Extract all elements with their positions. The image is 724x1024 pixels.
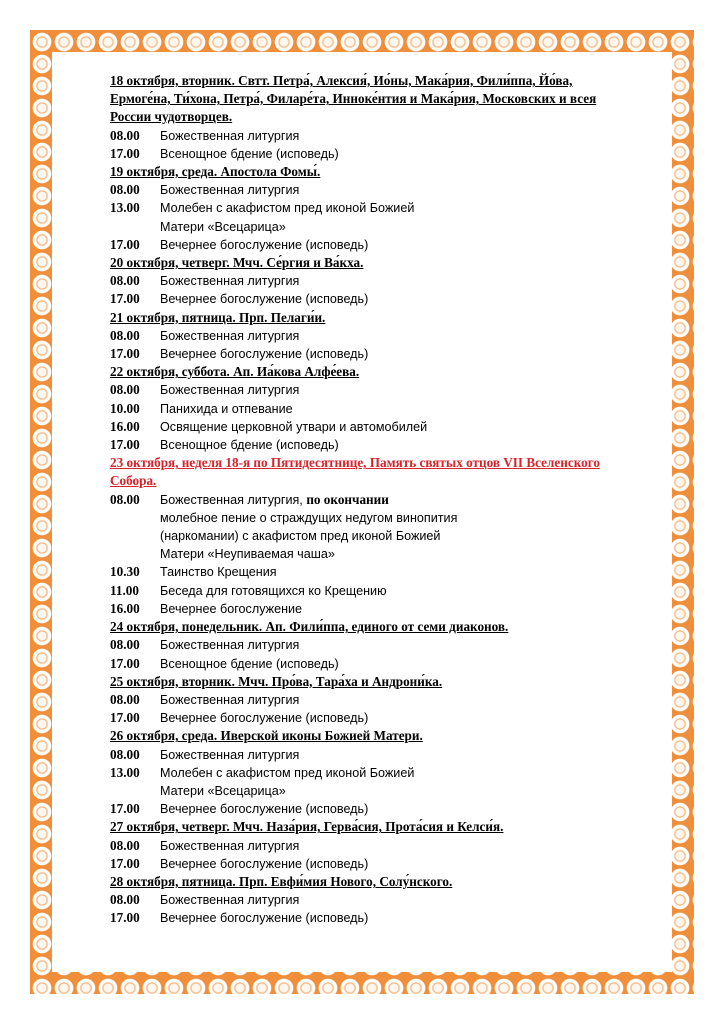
service-time: 08.00 — [110, 892, 140, 908]
day-heading: 25 октября, вторник. Мчч. Про́ва, Тара́ха и Андрони́ка. — [110, 673, 443, 689]
service-row — [110, 746, 630, 764]
service-row — [110, 855, 630, 873]
service-time: 16.00 — [110, 418, 140, 434]
day-heading: 28 октября, пятница. Прп. Евфи́мия Нового, Солу́нского. — [110, 873, 453, 889]
service-time: 08.00 — [110, 327, 140, 343]
service-description-continued: молебное пение о страждущих недугом винопития — [160, 510, 458, 525]
service-row — [110, 127, 630, 145]
service-description: Божественная литургия — [160, 638, 300, 653]
service-description: Божественная литургия — [160, 274, 300, 289]
service-time: 08.00 — [110, 127, 140, 143]
service-description: Вечернее богослужение (исповедь) — [160, 347, 369, 362]
service-row — [110, 436, 630, 454]
day-heading: 22 октября, суббота. Ап. Иа́кова Алфе́ева. — [110, 364, 360, 380]
service-time: 13.00 — [110, 200, 140, 216]
service-row — [110, 691, 630, 709]
service-description: Вечернее богослужение (исповедь) — [160, 802, 369, 817]
service-time: 08.00 — [110, 837, 140, 853]
day-heading: 26 октября, среда. Иверской иконы Божией Матери. — [110, 728, 423, 744]
service-time: 16.00 — [110, 600, 140, 616]
service-row — [110, 236, 630, 254]
service-time: 17.00 — [110, 855, 140, 871]
service-row — [110, 418, 630, 436]
day-heading: 21 октября, пятница. Прп. Пелаги́и. — [110, 309, 326, 325]
service-description: Всенощное бдение (исповедь) — [160, 438, 339, 453]
service-time: 08.00 — [110, 382, 140, 398]
service-description: Молебен с акафистом пред иконой Божией — [160, 201, 415, 216]
service-description: Божественная литургия, по окончании — [160, 491, 389, 507]
service-description-continued: Матери «Неупиваемая чаша» — [160, 547, 335, 562]
service-row — [110, 891, 630, 909]
service-time: 13.00 — [110, 764, 140, 780]
service-description-continued: Матери «Всецарица» — [160, 219, 286, 234]
service-description-continued: (наркомании) с акафистом пред иконой Божией — [160, 529, 441, 544]
service-time: 08.00 — [110, 182, 140, 198]
service-description: Божественная литургия — [160, 328, 300, 343]
service-time: 08.00 — [110, 637, 140, 653]
service-row — [110, 709, 630, 727]
service-row — [110, 600, 630, 618]
service-row — [110, 582, 630, 600]
service-row — [110, 491, 630, 509]
service-description: Божественная литургия — [160, 692, 300, 707]
service-time: 17.00 — [110, 145, 140, 161]
service-row — [110, 199, 630, 217]
service-row — [110, 909, 630, 927]
service-time: 17.00 — [110, 437, 140, 453]
service-row — [110, 400, 630, 418]
service-description: Освящение церковной утвари и автомобилей — [160, 419, 428, 434]
service-row — [110, 290, 630, 308]
service-row — [110, 655, 630, 673]
service-description: Божественная литургия — [160, 128, 300, 143]
service-row — [110, 181, 630, 199]
service-row — [110, 636, 630, 654]
service-time: 17.00 — [110, 710, 140, 726]
service-time: 08.00 — [110, 691, 140, 707]
schedule-list — [110, 72, 630, 928]
service-time: 10.30 — [110, 564, 140, 580]
service-time: 17.00 — [110, 291, 140, 307]
service-description: Таинство Крещения — [160, 565, 277, 580]
service-description: Божественная литургия — [160, 383, 300, 398]
day-heading: 19 октября, среда. Апостола Фомы́. — [110, 164, 321, 180]
service-description: Вечернее богослужение (исповедь) — [160, 911, 369, 926]
service-description: Молебен с акафистом пред иконой Божией — [160, 765, 415, 780]
service-row — [110, 800, 630, 818]
service-note-bold: по окончании — [306, 491, 389, 507]
service-time: 17.00 — [110, 236, 140, 252]
service-description: Беседа для готовящихся ко Крещению — [160, 583, 387, 598]
service-time: 17.00 — [110, 346, 140, 362]
service-description: Вечернее богослужение — [160, 601, 303, 616]
service-row — [110, 272, 630, 290]
service-time: 11.00 — [110, 582, 139, 598]
service-time: 08.00 — [110, 746, 140, 762]
service-description: Вечернее богослужение (исповедь) — [160, 711, 369, 726]
day-heading: 23 октября, неделя 18-я по Пятидесятнице, Память святых отцов VII Вселенского Собора. — [110, 455, 600, 489]
service-description: Всенощное бдение (исповедь) — [160, 146, 339, 161]
service-description: Вечернее богослужение (исповедь) — [160, 292, 369, 307]
service-description: Божественная литургия — [160, 183, 300, 198]
service-time: 10.00 — [110, 400, 140, 416]
service-time: 17.00 — [110, 910, 140, 926]
service-description: Божественная литургия — [160, 747, 300, 762]
day-heading: 24 октября, понедельник. Ап. Фили́ппа, единого от семи диаконов. — [110, 619, 509, 635]
service-row — [110, 837, 630, 855]
service-row — [110, 345, 630, 363]
service-time: 08.00 — [110, 273, 140, 289]
service-description: Божественная литургия — [160, 838, 300, 853]
service-row — [110, 764, 630, 782]
day-heading: 20 октября, четверг. Мчч. Се́ргия и Ва́кха. — [110, 255, 364, 271]
service-description: Панихида и отпевание — [160, 401, 293, 416]
service-row — [110, 145, 630, 163]
service-description-continued: Матери «Всецарица» — [160, 783, 286, 798]
service-description: Всенощное бдение (исповедь) — [160, 656, 339, 671]
service-time: 17.00 — [110, 655, 140, 671]
service-row — [110, 563, 630, 581]
day-heading: 27 октября, четверг. Мчч. Наза́рия, Герва́сия, Прота́сия и Келси́я. — [110, 819, 504, 835]
service-description: Вечернее богослужение (исповедь) — [160, 856, 369, 871]
service-time: 08.00 — [110, 491, 140, 507]
service-row — [110, 327, 630, 345]
service-time: 17.00 — [110, 801, 140, 817]
service-description: Вечернее богослужение (исповедь) — [160, 237, 369, 252]
service-row — [110, 381, 630, 399]
day-heading: 18 октября, вторник. Свтт. Петра́, Алексия́, Ио́ны, Мака́рия, Фили́ппа, Йо́ва, Ермоге́на, Ти́хона, Петра́, Филаре́та, Инноке́нтия и Мака́рия, Московских и всея России чудотворцев. — [110, 73, 597, 125]
service-description: Божественная литургия — [160, 893, 300, 908]
